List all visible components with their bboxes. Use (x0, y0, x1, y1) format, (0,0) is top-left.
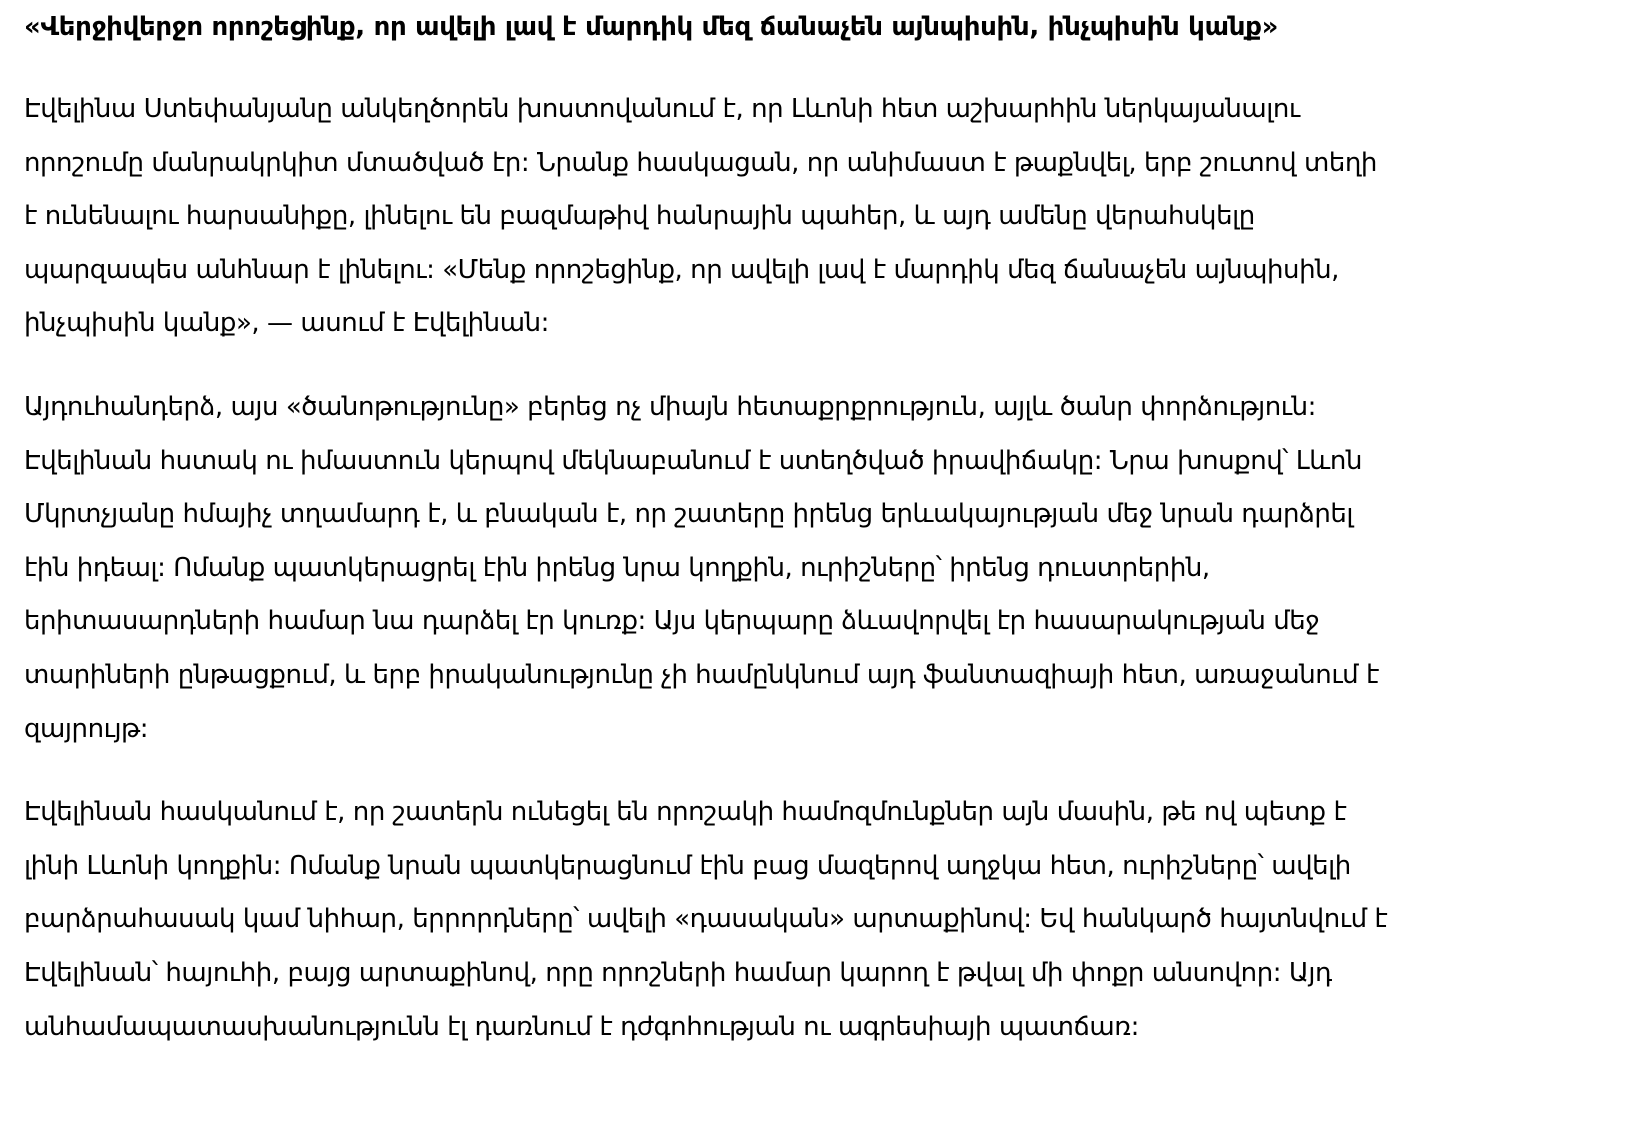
paragraph-3 (24, 786, 1504, 1054)
paragraph-line: Էվելինան՝ հայուհի, բայց արտաքինով, որը որոշների համար կարող է թվալ մի փոքր անսովոր: Այդ (24, 957, 1332, 988)
paragraph-line: Էվելինան հասկանում է, որ շատերն ունեցել են որոշակի համոզմունքներ այն մասին, թե ով պետք է (24, 797, 1347, 828)
article (24, 0, 1504, 1054)
paragraph-line: լինի Լևոնի կողքին: Ոմանք նրան պատկերացնում էին բաց մազերով աղջկա հետ, ուրիշները՝ ավելի (24, 850, 1351, 881)
paragraph-line: Այդուհանդերձ, այս «ծանոթությունը» բերեց ոչ միայն հետաքրքրություն, այլև ծանր փորձություն: (24, 391, 1316, 422)
paragraph-line: ինչպիսին կանք», — ասում է Էվելինան: (24, 308, 549, 339)
paragraph-2 (24, 381, 1504, 756)
paragraph-line: տարիների ընթացքում, և երբ իրականությունը չի համընկնում այդ ֆանտազիայի հետ, առաջանում է (24, 659, 1379, 690)
article-title: «Վերջիվերջո որոշեցինք, որ ավելի լավ է մարդիկ մեզ ճանաչեն այնպիսին, ինչպիսին կանք» (24, 12, 1279, 42)
paragraph-line: պարզապես անհնար է լինելու: «Մենք որոշեցինք, որ ավելի լավ է մարդիկ մեզ ճանաչեն այնպիսին, (24, 254, 1339, 285)
paragraph-line: զայրույթ: (24, 713, 149, 744)
paragraph-line: Էվելինան հստակ ու իմաստուն կերպով մեկնաբանում է ստեղծված իրավիճակը: Նրա խոսքով՝ Լևոն (24, 445, 1362, 476)
paragraph-line: բարձրահասակ կամ նիհար, երրորդները՝ ավելի «դասական» արտաքինով: Եվ հանկարծ հայտնվում է (24, 904, 1388, 935)
paragraph-line: Էվելինա Ստեփանյանը անկեղծորեն խոստովանում է, որ Լևոնի հետ աշխարհին ներկայանալու (24, 94, 1300, 124)
paragraph-line: էին իդեալ: Ոմանք պատկերացրել էին իրենց նրա կողքին, ուրիշները՝ իրենց դուստրերին, (24, 552, 1210, 583)
paragraph-line: անհամապատասխանությունն էլ դառնում է դժգոհության ու ագրեսիայի պատճառ: (24, 1011, 1139, 1042)
paragraph-line: Մկրտչյանը հմայիչ տղամարդ է, և բնական է, որ շատերը իրենց երևակայության մեջ նրան դարձրել (24, 499, 1354, 530)
paragraph-line: երիտասարդների համար նա դարձել էր կուռք: Այս կերպարը ձևավորվել էր հասարակության մեջ (24, 606, 1320, 637)
paragraph-line: է ունենալու հարսանիքը, լինելու են բազմաթիվ հանրային պահեր, և այդ ամենը վերահսկելը (24, 201, 1255, 232)
paragraph-1 (24, 83, 1504, 351)
paragraph-line: որոշումը մանրակրկիտ մտածված էր: Նրանք հասկացան, որ անիմաստ է թաքնվել, երբ շուտով տեղի (24, 147, 1377, 178)
